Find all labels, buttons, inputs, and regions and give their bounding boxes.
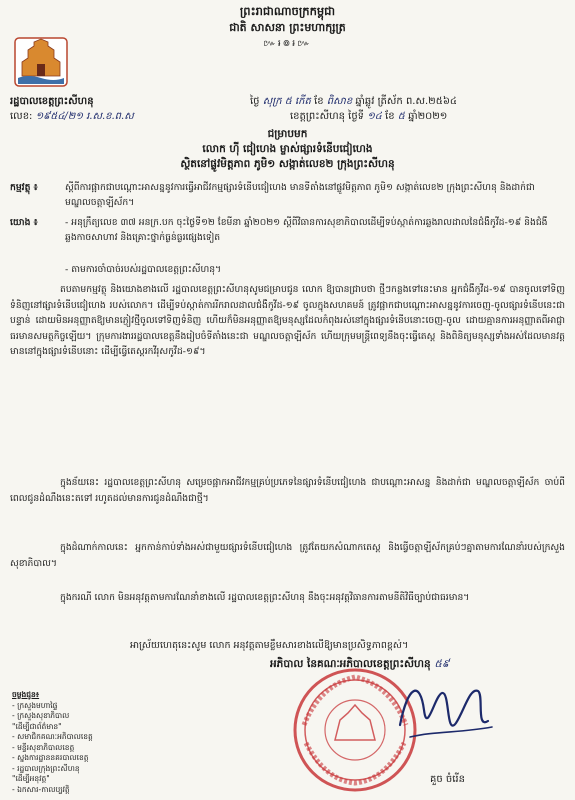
reference-section-label: យោង ៖	[10, 217, 38, 228]
copy-to-item: - មន្ទីរសុខាភិបាលខេត្ត	[12, 742, 75, 752]
reference-item-1: - អនុក្រឹត្យលេខ ៣៧ អនក្រ.បក ចុះថ្ងៃទី១២ ខែមីនា ឆ្នាំ២០២១ ស្តីពីវិធានការសុខាភិបាលដើម្បីទប់ស្កាត់ការឆ្លងរាលដាលនៃជំងឺកូវីដ-១៩ និងជំងឺឆ្លងកាចសាហាវ និងគ្រោះថ្នាក់ធ្ងន់ធ្ងរផ្សេងទៀត	[65, 217, 548, 243]
provincial-emblem-logo	[14, 36, 68, 88]
body-paragraph-2: ក្នុងន័យនេះ រដ្ឋបាលខេត្តព្រះសីហនុ សម្រេចផ្អាកអាជីវកម្មគ្រប់ប្រភេទនៃផ្សារទំនើបជៀហេង ជាបណ្តោះអាសន្ន និងដាក់ជា មណ្ឌលចត្តាឡីស័ក ចាប់ពីពេលជូនដំណឹងនេះតទៅ រហូតដល់មានការជូនដំណឹងជាថ្មី។	[10, 477, 565, 504]
subject-label: កម្មវត្ថុ ៖	[10, 182, 38, 193]
recipient-name: លោក ហ៊ី ជៀហេង ម្ចាស់ផ្សារទំនើបជៀហេង	[202, 143, 373, 155]
subject-text: ស្តីពីការផ្អាកជាបណ្តោះអាសន្ននូវការធ្វើអាជីវកម្មផ្សារទំនើបជៀហេង មានទីតាំងនៅផ្លូវមិត្តភាព ភូមិ១ សង្កាត់លេខ២ ក្រុងព្រះសីហនុ និងដាក់ជាមណ្ឌលចត្តាឡីស័ក។	[65, 182, 535, 208]
lunar-prefix: ថ្ងៃ	[250, 96, 260, 107]
lunar-month-label: ខែ	[314, 96, 324, 107]
solar-month-handwritten: ៥	[397, 111, 405, 122]
copy-to-item: - ក្រសួងមហាផ្ទៃ	[12, 700, 58, 710]
signatory-name: គួច ចំរើន	[430, 774, 465, 785]
copy-to-item: - សមាជិកគណៈអភិបាលខេត្ត	[12, 732, 93, 741]
reference-handwritten: ១៩៥៤/២១ រ.ស.ខ.ព.ស	[35, 111, 134, 122]
copy-to-item: "ដើម្បីអនុវត្ត"	[12, 774, 50, 783]
body-paragraph-3: ក្នុងដំណាក់កាលនេះ អ្នកកាន់កាប់ទាំងអស់ជាមួយផ្សារទំនើបជៀហេង ត្រូវតែយកសំណាកតេស្ត និងធ្វើចត្តាឡីស័កគ្រប់ៗគ្នាតាមការណែនាំរបស់ក្រសួងសុខាភិបាល។	[10, 542, 565, 569]
copy-to-item: - ឯកសារ-កាលប្បវត្តិ	[12, 784, 70, 794]
handwritten-signature	[380, 665, 500, 760]
reference-label: លេខ:	[10, 111, 33, 122]
copy-to-list	[12, 690, 132, 795]
handwritten-number: ៥៩	[434, 658, 450, 670]
reference-row	[10, 215, 565, 245]
lunar-date	[250, 94, 457, 109]
solar-prefix: ខេត្តព្រះសីហនុ ថ្ងៃទី	[290, 111, 365, 122]
copy-to-heading: ចម្លងជូន៖	[12, 690, 40, 699]
body-paragraph-4: ក្នុងករណី លោក មិនអនុវត្តតាមការណែនាំខាងលើ រដ្ឋបាលខេត្តព្រះសីហនុ នឹងចុះអនុវត្តវិធានការតាមនីតិវិធីច្បាប់ជាធរមាន។	[60, 592, 470, 603]
conclusion-line: អាស្រ័យហេតុនេះសូម លោក អនុវត្តតាមខ្លឹមសារខាងលើឱ្យមានប្រសិទ្ធភាពខ្ពស់។	[130, 640, 409, 651]
reference-row-2	[10, 262, 565, 277]
lunar-month-handwritten: ពិសាខ	[326, 96, 353, 107]
solar-month-label: ខែ	[385, 111, 395, 122]
issuing-authority: រដ្ឋបាលខេត្តព្រះសីហនុ	[10, 96, 94, 107]
national-motto: ជាតិ សាសនា ព្រះមហាក្សត្រ	[229, 21, 346, 34]
reference-item-2: - តាមការចាំបាច់របស់រដ្ឋបាលខេត្តព្រះសីហនុ។	[65, 264, 222, 275]
copy-to-item: - រដ្ឋបាលក្រុងព្រះសីហនុ	[12, 763, 80, 773]
body-paragraph-1: តបតាមកម្មវត្ថុ និងយោងខាងលើ រដ្ឋបាលខេត្តព្រះសីហនុសូមជម្រាបជូន លោក ឱ្យបានជ្រាបថា ថ្មីៗកន្លងទៅនេះមាន អ្នកជំងឺកូវីដ-១៩ បានចូលទៅទិញទំនិញនៅផ្សារទំនើបជៀហេង របស់លោក។ ដើម្បីទប់ស្កាត់ការរីករាលដាលជំងឺកូវីដ-១៩ ចូលក្នុងសហគមន៍ ត្រូវផ្អាកជាបណ្តោះអាសន្ននូវការចេញ-ចូលផ្សារទំនើបនេះជាបន្ទាន់ ដោយមិនអនុញ្ញាតឱ្យមានភ្ញៀវថ្មីចូលទៅទិញទំនិញ ហើយក៏មិនអនុញ្ញាតឱ្យមនុស្សដែលកំពុងរស់នៅក្នុងផ្សារទំនើបនោះចេញ-ចូល ដោយគ្មានការអនុញ្ញាតពីអាជ្ញាធរមានសមត្ថកិច្ចឡើយ។ ក្រុមការងាររដ្ឋបាលខេត្តនឹងរៀបចំទីតាំងនេះជា មណ្ឌលចត្តាឡីស័ក ហើយក្រុមមន្ត្រីពេទ្យនឹងចុះធ្វើតេស្ត និងពិនិត្យមនុស្សទាំងអស់ដែលមានវត្តមាននៅក្នុងផ្សារទំនើបនោះ ដើម្បីធ្វើតេស្តរកវីរុសកូវីដ-១៩។	[10, 284, 565, 357]
reference-number	[10, 109, 134, 124]
lunar-day-handwritten: សុក្រ ៥ កើត	[262, 96, 311, 107]
copy-to-item: - ស្នងការដ្ឋាននគរបាលខេត្ត	[12, 753, 89, 762]
salutation: ជម្រាបមក	[267, 128, 308, 140]
recipient-address: ស្ថិតនៅផ្លូវមិត្តភាព ភូមិ១ សង្កាត់លេខ២ ក្រុងព្រះសីហនុ	[180, 158, 395, 170]
solar-date	[290, 109, 447, 124]
solar-year: ឆ្នាំ២០២១	[408, 111, 448, 122]
subject-row	[10, 180, 565, 210]
signatory-title-text: អភិបាល នៃគណៈអភិបាលខេត្តព្រះសីហនុ	[270, 658, 431, 670]
lunar-year: ឆ្នាំឆ្លូវ ត្រីស័ក ព.ស.២៥៦៤	[355, 96, 457, 107]
header-ornament: ៚៛៙៛៚	[263, 39, 312, 49]
solar-day-handwritten: ១៤	[367, 111, 382, 122]
copy-to-item: - ក្រសួងសុខាភិបាល	[12, 711, 70, 720]
kingdom-heading: ព្រះរាជាណាចក្រកម្ពុជា	[239, 4, 336, 18]
copy-to-item: "ដើម្បីជាព័ត៌មាន"	[12, 721, 62, 731]
